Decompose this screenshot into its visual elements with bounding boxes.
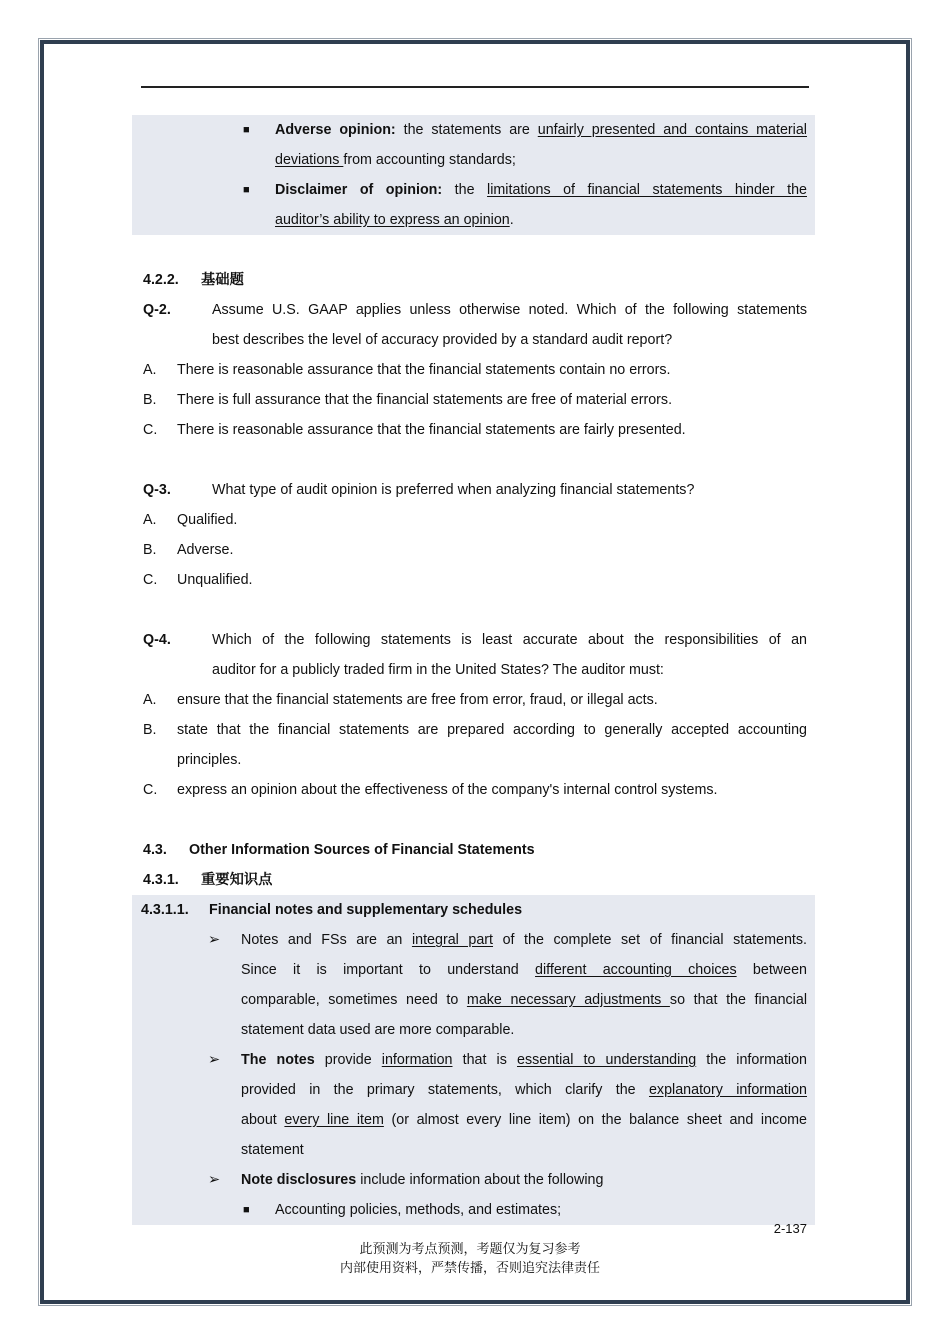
text: What type of audit opinion is preferred when analyzing financial statements? [212,482,695,498]
text: There is reasonable assurance that the financial statements contain no errors. [177,362,671,378]
highlight-box [132,895,815,1225]
opt-line [132,685,815,715]
highlight-box [132,115,815,235]
line-text [275,145,516,175]
text: the [442,182,488,198]
blank-line [132,595,815,625]
text: Notes and FSs are an [241,932,412,948]
text: from accounting standards; [343,152,516,168]
blank-line [132,445,815,475]
section-number: 4.2.2. [143,272,179,288]
option-letter: C. [143,782,158,798]
option-letter: A. [143,512,157,528]
question-number: Q-2. [143,302,171,318]
text: that is [452,1052,517,1068]
underlined-text: explanatory information [648,1082,807,1098]
blank-line [132,235,815,265]
opt-line [132,565,815,595]
square-bullet-icon: ■ [243,1204,250,1216]
text: . [509,212,514,228]
bullet-cont-line [132,145,815,175]
arrow-cont-line [132,1135,815,1165]
opt-line [132,415,815,445]
text: the information [696,1052,807,1068]
bold-text: Financial notes and supplementary schedules [209,902,523,918]
bold-text: Disclaimer of opinion: [275,182,443,198]
arrow-cont-line [132,985,815,1015]
line-text [177,775,718,805]
option-letter: B. [143,392,157,408]
line-text [241,1165,603,1195]
opt-line [132,775,815,805]
text: state that the financial statements are prepared according to generally accepted accounting [177,722,807,738]
text: (or almost every line item) on the balance sheet and income [383,1112,807,1128]
q-line [132,295,815,325]
text: There is reasonable assurance that the financial statements are fairly presented. [177,422,686,438]
header-rule [141,86,809,88]
underlined-text: integral part [411,932,494,948]
underlined-text: essential to understanding [517,1052,697,1068]
line-text [241,925,807,955]
arrow-bullet-icon: ➢ [208,932,220,948]
underlined-text: every line item [284,1112,384,1128]
footer-line-2: 内部使用资料，严禁传播，否则追究法律责任 [339,1261,600,1276]
underlined-text: limitations of financial statements hinder the [487,182,807,198]
line-text [241,955,807,985]
bold-text: Adverse opinion: [275,122,396,138]
arrow-cont-line [132,1075,815,1105]
arrow-line [132,1045,815,1075]
line-text [177,715,807,745]
text: auditor for a publicly traded firm in the United States? The auditor must: [212,662,664,678]
underlined-text: auditor’s ability to express an opinion [275,212,510,228]
text: Unqualified. [177,572,253,588]
text: the statements are [395,122,538,138]
q-line [132,625,815,655]
q-cont-line [132,655,815,685]
line-text [177,565,253,595]
text: best describes the level of accuracy provided by a standard audit report? [212,332,673,348]
bold-text: 基础题 [201,272,244,288]
opt-line [132,535,815,565]
arrow-line [132,925,815,955]
line-text [241,1135,304,1165]
line-text [275,205,514,235]
option-letter: C. [143,422,158,438]
underlined-text: make necessary adjustments [466,992,670,1008]
line-text [275,175,807,205]
text: include information about the following [356,1172,604,1188]
option-letter: B. [143,722,157,738]
line-text [189,835,535,865]
line-text [241,1015,514,1045]
line-text [177,685,658,715]
option-letter: A. [143,362,157,378]
line-text [241,985,807,1015]
line-text [177,535,233,565]
opt-line [132,385,815,415]
q-cont-line [132,325,815,355]
text: provide [314,1052,382,1068]
line-text [212,625,807,655]
text: principles. [177,752,242,768]
opt-line [132,355,815,385]
line-text [177,505,237,535]
text: of the complete set of financial statements. [493,932,807,948]
bold-text: Other Information Sources of Financial Statements [189,842,535,858]
text: express an opinion about the effectiveness of the company's internal control systems. [177,782,718,798]
option-letter: B. [143,542,157,558]
bullet-line [132,175,815,205]
text: Assume U.S. GAAP applies unless otherwise noted. Which of the following statements [212,302,807,318]
line-text [177,415,686,445]
blank-line [132,805,815,835]
opt-cont-line [132,745,815,775]
line-text [275,115,807,145]
bold-text: The notes [241,1052,315,1068]
text: Adverse. [177,542,234,558]
underlined-text: different accounting choices [535,962,737,978]
line-text [241,1045,807,1075]
document-body [132,115,815,1225]
text: statement [241,1142,304,1158]
bold-text: Note disclosures [241,1172,357,1188]
line-text [212,295,807,325]
section-number: 4.3. [143,842,167,858]
line-text [212,325,672,355]
text: provided in the primary statements, which clarify the [241,1082,649,1098]
footer-line-1: 此预测为考点预测，考题仅为复习参考 [359,1242,581,1257]
text: about [241,1112,285,1128]
option-letter: A. [143,692,157,708]
opt-line [132,505,815,535]
text-section [132,235,815,895]
question-number: Q-4. [143,632,171,648]
option-letter: C. [143,572,158,588]
heading-line [132,265,815,295]
arrow-cont-line [132,1015,815,1045]
text: so that the financial [669,992,807,1008]
bullet-line [132,1195,815,1225]
q-line [132,475,815,505]
text: Which of the following statements is least accurate about the responsibilities of an [212,632,807,648]
section-number: 4.3.1. [143,872,179,888]
line-text [241,1105,807,1135]
line-text [209,895,522,925]
arrow-bullet-icon: ➢ [208,1172,220,1188]
line-text [241,1075,807,1105]
line-text [212,655,664,685]
line-text [275,1195,561,1225]
square-bullet-icon: ■ [243,184,250,196]
text: between [736,962,807,978]
line-text [177,355,671,385]
opt-line [132,715,815,745]
question-number: Q-3. [143,482,171,498]
heading-43-line [132,835,815,865]
text: There is full assurance that the financial statements are free of material errors. [177,392,673,408]
line-text [177,385,672,415]
underlined-text: unfairly presented and contains material [537,122,807,138]
text: comparable, sometimes need to [241,992,467,1008]
square-bullet-icon: ■ [243,124,250,136]
text: statement data used are more comparable. [241,1022,515,1038]
arrow-bullet-icon: ➢ [208,1052,220,1068]
heading-4311-line [132,895,815,925]
text: Qualified. [177,512,238,528]
line-text [212,475,694,505]
section-number: 4.3.1.1. [141,902,189,918]
text: Accounting policies, methods, and estimates; [275,1202,562,1218]
arrow-cont-line [132,1105,815,1135]
bullet-line [132,115,815,145]
page-number: 2-137 [773,1221,807,1236]
line-text [201,865,272,895]
line-text [201,265,244,295]
bullet-cont-line [132,205,815,235]
underlined-text: deviations [275,152,344,168]
text: ensure that the financial statements are free from error, fraud, or illegal acts. [177,692,658,708]
arrow-cont-line [132,955,815,985]
underlined-text: information [381,1052,453,1068]
bold-text: 重要知识点 [201,872,273,888]
line-text [177,745,241,775]
arrow-line [132,1165,815,1195]
heading-line [132,865,815,895]
text: Since it is important to understand [241,962,536,978]
